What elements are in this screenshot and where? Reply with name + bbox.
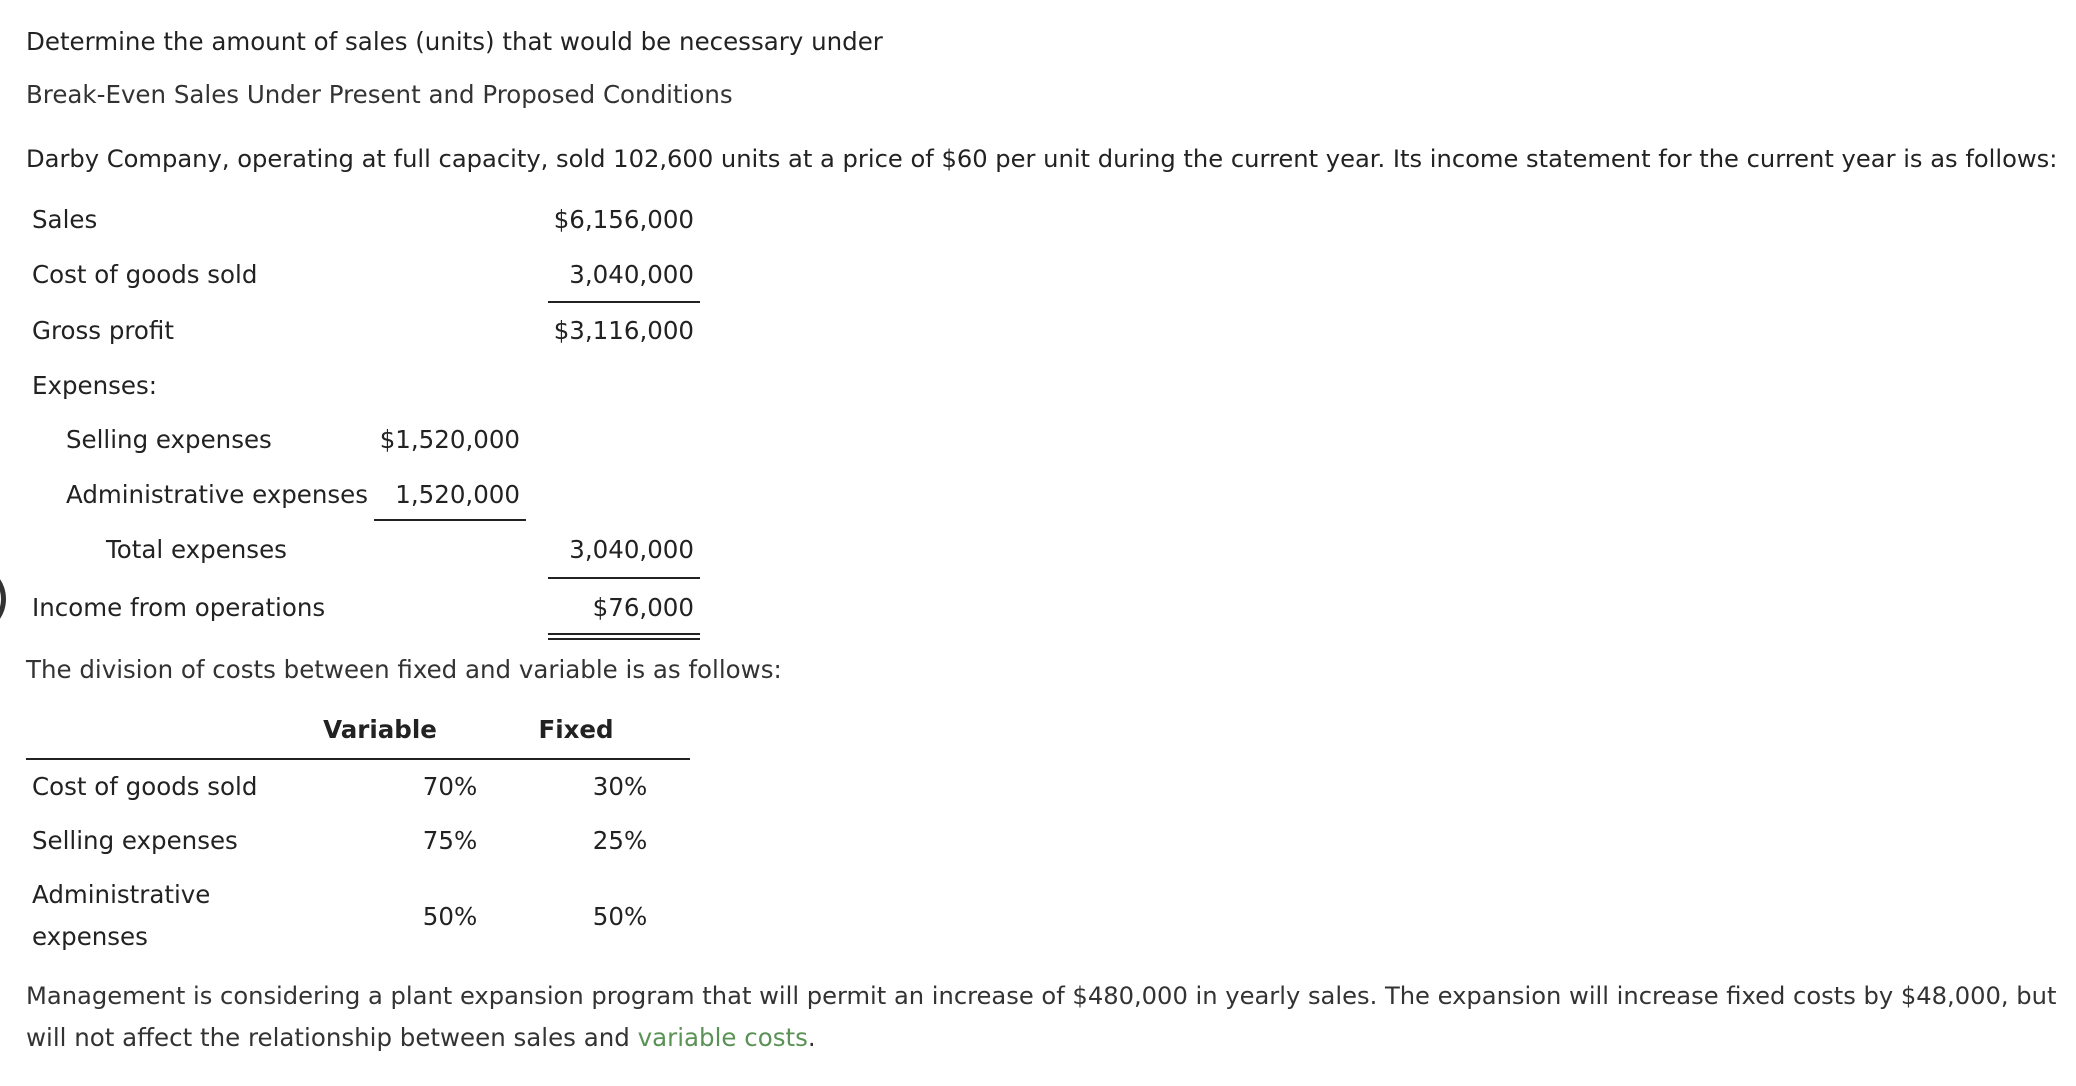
row-selling-label: Selling expenses [32,826,238,855]
table-header-rule [26,758,690,760]
problem-subtitle: Break-Even Sales Under Present and Proposed Conditions [26,80,733,109]
income-double-underline-bottom [548,638,700,640]
expenses-underline [374,519,526,521]
income-double-underline-top [548,633,700,635]
row-cogs-fixed: 30% [592,772,648,801]
row-selling-fixed: 25% [592,826,648,855]
variable-header: Variable [323,715,437,744]
partial-circle-marker [0,568,6,630]
sales-label: Sales [32,205,98,234]
sales-value: $6,156,000 [553,205,694,234]
cogs-underline [548,301,700,303]
row-admin-variable: 50% [422,902,478,931]
cogs-value: 3,040,000 [569,260,694,289]
division-intro: The division of costs between fixed and variable is as follows: [26,655,782,684]
gross-profit-label: Gross profit [32,316,174,345]
footer-line-2 [26,1023,816,1053]
row-cogs-label: Cost of goods sold [32,772,258,801]
total-expenses-label: Total expenses [106,535,287,564]
row-admin-label-line1: Administrative [32,880,211,909]
selling-expenses-value: $1,520,000 [379,425,520,454]
gross-profit-value: $3,116,000 [553,316,694,345]
expenses-header: Expenses: [32,371,157,400]
selling-expenses-label: Selling expenses [66,425,272,454]
total-expenses-value: 3,040,000 [569,535,694,564]
problem-intro: Darby Company, operating at full capacity, sold 102,600 units at a price of $60 per unit during the current year. Its income statement for the current year is as follows: [26,145,2058,173]
footer-line-2-suffix: . [807,1023,816,1052]
income-label: Income from operations [32,593,326,622]
footer-line-2-prefix: will not affect the relationship between sales and [26,1023,638,1052]
variable-costs-link[interactable]: variable costs [637,1023,808,1052]
fixed-header: Fixed [538,715,614,744]
administrative-expenses-label: Administrative expenses [66,480,369,509]
row-cogs-variable: 70% [422,772,478,801]
instruction-text: Determine the amount of sales (units) that would be necessary under [26,27,883,56]
footer-line-1: Management is considering a plant expansion program that will permit an increase of $480,000 in yearly sales. The expansion will increase fixed costs by $48,000, but [26,982,2057,1010]
row-selling-variable: 75% [422,826,478,855]
administrative-expenses-value: 1,520,000 [395,480,520,509]
income-value: $76,000 [592,593,694,622]
total-expenses-underline [548,577,700,579]
cogs-label: Cost of goods sold [32,260,258,289]
row-admin-label-line2: expenses [32,922,148,951]
row-admin-fixed: 50% [592,902,648,931]
